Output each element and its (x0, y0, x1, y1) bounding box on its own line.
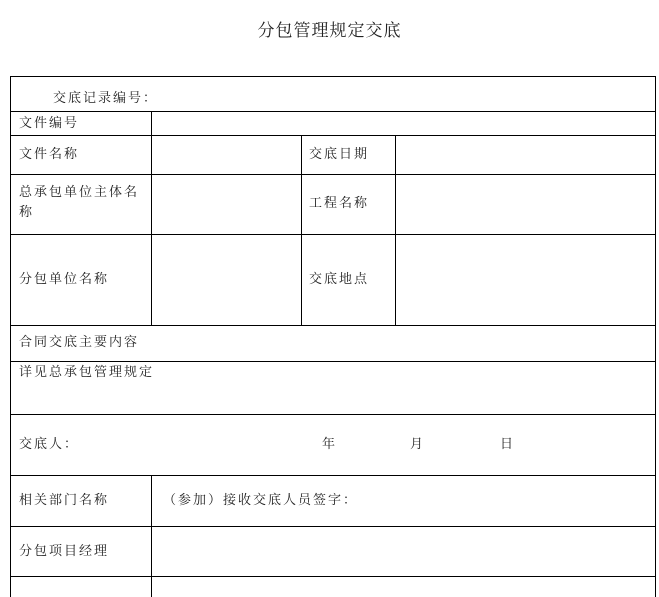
document-title: 分包管理规定交底 (257, 21, 402, 41)
contract-content-value: 详见总承包管理规定 (19, 365, 155, 380)
contractor-label: 总承包单位主体名称 (19, 185, 140, 220)
month-label: 月 (410, 437, 426, 452)
file-name-label: 文件名称 (19, 147, 80, 162)
date-label: 交底日期 (309, 147, 370, 162)
disclosure-form (10, 76, 656, 597)
date-field[interactable] (396, 136, 654, 173)
row-divider (11, 576, 655, 577)
record-no-label: 交底记录编号： (53, 91, 159, 106)
file-name-field[interactable] (152, 136, 300, 173)
project-name-label: 工程名称 (309, 196, 370, 211)
column-divider (301, 135, 302, 325)
file-no-field[interactable] (152, 112, 654, 134)
row-divider (11, 475, 655, 476)
row-divider (11, 414, 655, 415)
subcontractor-field[interactable] (152, 235, 300, 324)
contract-content-label: 合同交底主要内容 (19, 335, 140, 350)
location-label: 交底地点 (309, 272, 370, 287)
subcontractor-label: 分包单位名称 (19, 272, 110, 287)
project-name-field[interactable] (396, 175, 654, 233)
pm-label: 分包项目经理 (19, 544, 110, 559)
year-label: 年 (322, 437, 338, 452)
pm-field[interactable] (152, 527, 654, 575)
location-field[interactable] (396, 235, 654, 324)
presenter-label: 交底人： (19, 437, 80, 452)
row-divider (11, 361, 655, 362)
signature-label: （参加）接收交底人员签字： (163, 493, 359, 508)
row-divider (11, 325, 655, 326)
contractor-field[interactable] (152, 175, 300, 233)
file-no-label: 文件编号 (19, 116, 80, 131)
dept-label: 相关部门名称 (19, 493, 110, 508)
day-label: 日 (500, 437, 516, 452)
